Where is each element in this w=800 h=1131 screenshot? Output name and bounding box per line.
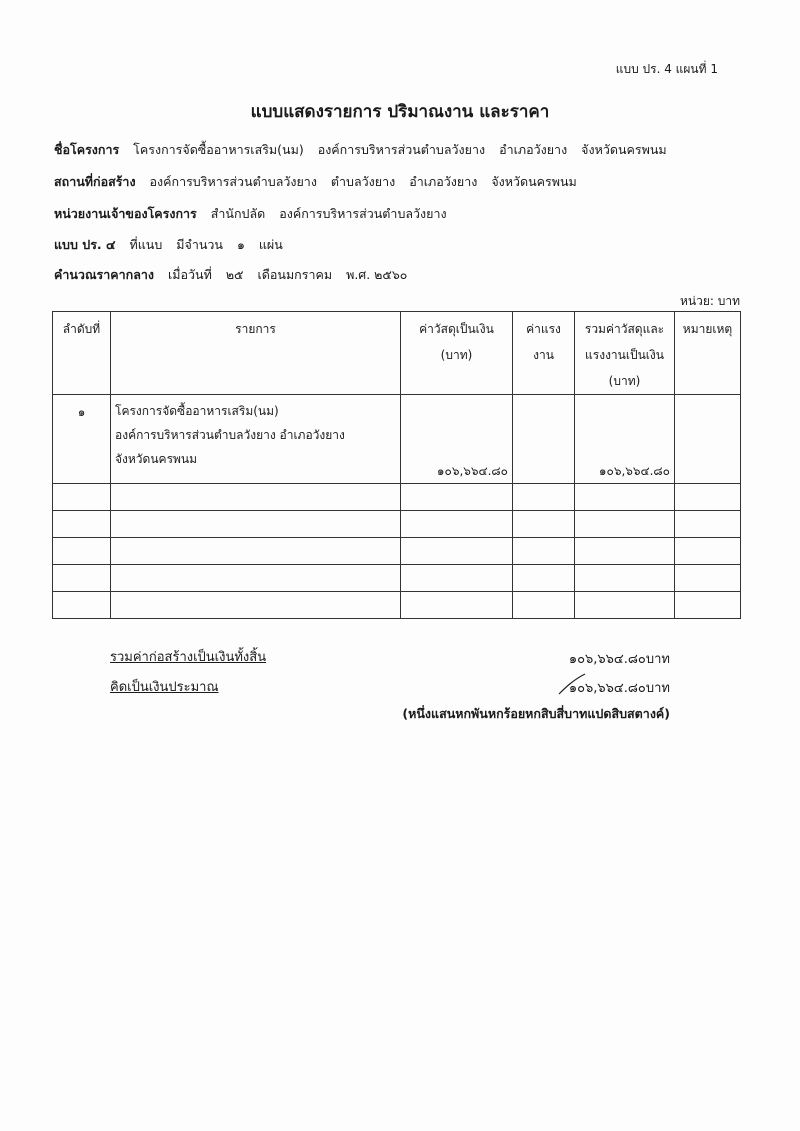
owner-label: หน่วยงานเจ้าของโครงการ [54, 206, 197, 221]
table-row-empty [53, 511, 741, 538]
estimate-day: ๒๕ [225, 267, 244, 282]
site-org: องค์การบริหารส่วนตำบลวังยาง [149, 174, 317, 189]
item-total: ๑๐๖,๖๖๔.๘๐ [575, 395, 675, 484]
header-material-line: ค่าวัสดุเป็นเงิน [419, 322, 494, 336]
form-ref-unit: แผ่น [258, 237, 283, 252]
project-province: จังหวัดนครพนม [581, 142, 667, 157]
project-row [54, 140, 677, 160]
boq-table [52, 311, 741, 619]
project-label: ชื่อโครงการ [54, 142, 120, 157]
form-ref-label: แบบ ปร. ๔ [54, 237, 116, 252]
site-subdistrict: ตำบลวังยาง [330, 174, 396, 189]
approx-label: คิดเป็นเงินประมาณ [110, 680, 219, 695]
document-title: แบบแสดงรายการ ปริมาณงาน และราคา [250, 102, 550, 122]
total-label: รวมค่าก่อสร้างเป็นเงินทั้งสิ้น [110, 650, 267, 665]
estimate-row [54, 265, 417, 285]
table-row [53, 395, 741, 484]
form-ref-count: ๑ [236, 237, 245, 252]
project-org: องค์การบริหารส่วนตำบลวังยาง [317, 142, 486, 157]
header-material [401, 312, 513, 395]
estimate-month: เดือนมกราคม [257, 267, 333, 282]
site-row [54, 172, 587, 192]
header-remark: หมายเหตุ [675, 312, 741, 395]
site-label: สถานที่ก่อสร้าง [54, 174, 136, 189]
item-material: ๑๐๖,๖๖๔.๘๐ [401, 395, 513, 484]
owner-org: องค์การบริหารส่วนตำบลวังยาง [279, 206, 447, 221]
item-no: ๑ [53, 395, 111, 484]
table-header-row [53, 312, 741, 395]
table-row-empty [53, 565, 741, 592]
header-material-line: (บาท) [440, 348, 473, 362]
site-district: อำเภอวังยาง [409, 174, 478, 189]
estimate-date-label: เมื่อวันที่ [168, 267, 212, 282]
estimate-label: คำนวณราคากลาง [54, 267, 155, 282]
header-item: รายการ [111, 312, 401, 395]
unit-note: หน่วย: บาท [679, 294, 740, 308]
form-ref-attach: ที่แนบ [129, 237, 163, 252]
header-labor: ค่าแรงงาน [513, 312, 575, 395]
amount-in-words: (หนึ่งแสนหกพันหกร้อยหกสิบสี่บาทแปดสิบสตางค์) [402, 706, 670, 721]
header-no: ลำดับที่ [53, 312, 111, 395]
item-desc [111, 395, 401, 484]
owner-row [54, 204, 457, 224]
estimate-year: พ.ศ. ๒๕๖๐ [346, 267, 408, 282]
table-row-empty [53, 538, 741, 565]
item-desc-line: โครงการจัดซื้ออาหารเสริม(นม) [115, 404, 279, 418]
header-total-line: แรงงานเป็นเงิน [585, 348, 664, 362]
total-value: ๑๐๖,๖๖๔.๘๐บาท [568, 652, 670, 667]
table-row-empty [53, 592, 741, 619]
header-total-line: (บาท) [608, 374, 641, 388]
approx-value: ๑๐๖,๖๖๔.๘๐บาท [568, 681, 670, 696]
form-code: แบบ ปร. 4 แผนที่ 1 [615, 62, 718, 76]
item-labor [513, 395, 575, 484]
form-ref-count-label: มีจำนวน [176, 237, 223, 252]
header-total-line: รวมค่าวัสดุและ [584, 322, 665, 336]
item-desc-line: จังหวัดนครพนม [115, 452, 198, 466]
form-ref-row [54, 235, 293, 255]
project-district: อำเภอวังยาง [499, 142, 568, 157]
owner-office: สำนักปลัด [210, 206, 266, 221]
initial-signature [555, 670, 595, 700]
site-province: จังหวัดนครพนม [491, 174, 577, 189]
table-row-empty [53, 484, 741, 511]
item-remark [675, 395, 741, 484]
project-name: โครงการจัดซื้ออาหารเสริม(นม) [133, 142, 304, 157]
header-total [575, 312, 675, 395]
item-desc-line: องค์การบริหารส่วนตำบลวังยาง อำเภอวังยาง [115, 428, 345, 442]
